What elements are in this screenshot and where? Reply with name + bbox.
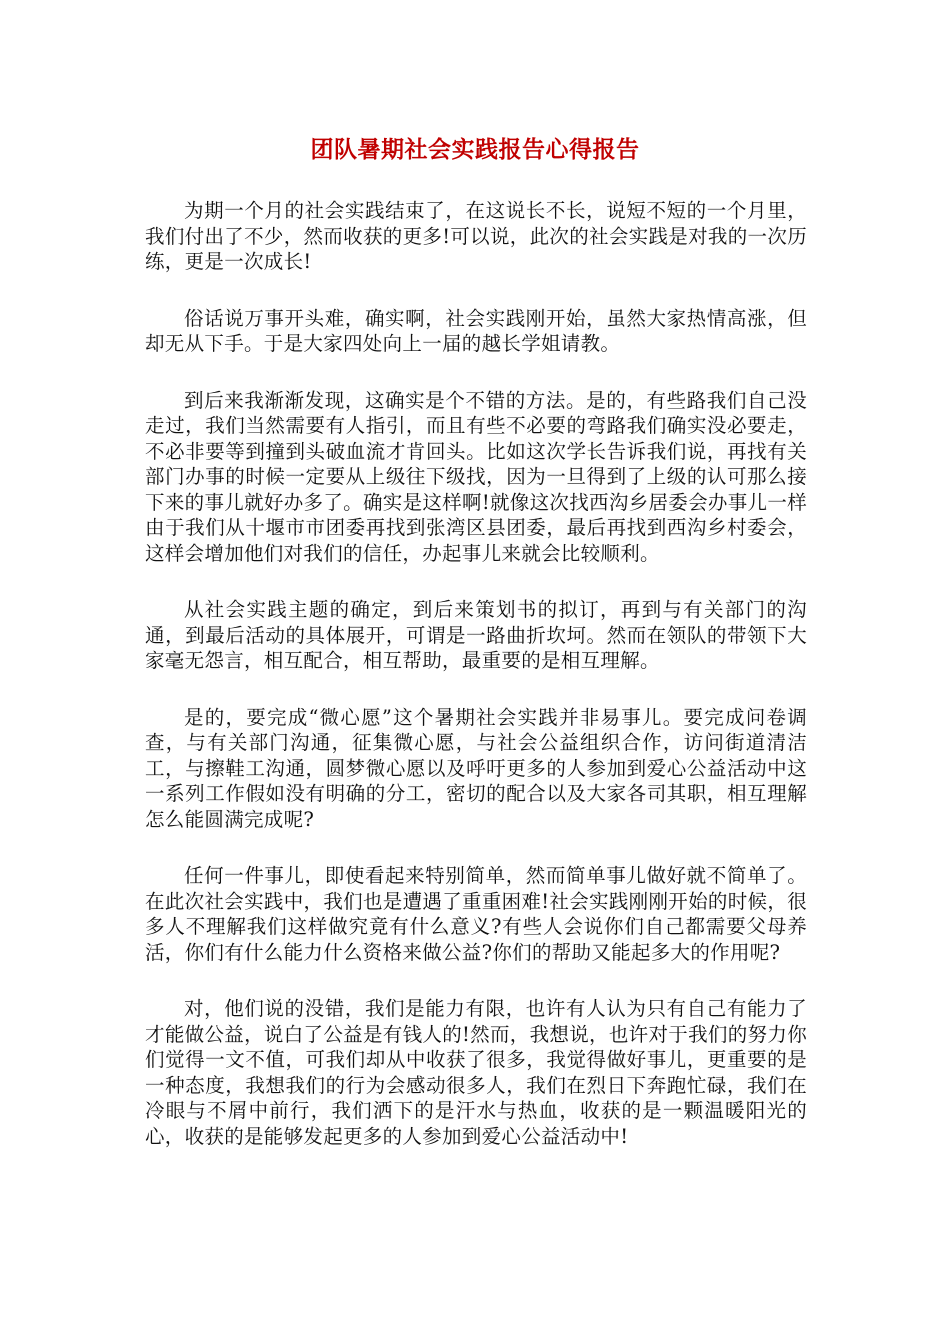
document-title: 团队暑期社会实践报告心得报告 [310, 137, 640, 163]
document-body [145, 198, 807, 1180]
paragraph-4: 从社会实践主题的确定，到后来策划书的拟订，再到与有关部门的沟通，到最后活动的具体展开，可谓是一路曲折坎坷。然而在领队的带领下大家毫无怨言，相互配合，相互帮助，最重要的是相互理解。 [145, 598, 807, 672]
paragraph-6: 任何一件事儿，即使看起来特别简单，然而简单事儿做好就不简单了。在此次社会实践中，我们也是遭遇了重重困难!社会实践刚刚开始的时候，很多人不理解我们这样做究竟有什么意义?有些人会说你们自己都需要父母养活，你们有什么能力什么资格来做公益?你们的帮助又能起多大的作用呢? [145, 864, 807, 964]
paragraph-5: 是的，要完成“微心愿”这个暑期社会实践并非易事儿。要完成问卷调查，与有关部门沟通，征集微心愿，与社会公益组织合作，访问街道清洁工，与擦鞋工沟通，圆梦微心愿以及呼吁更多的人参加到爱心公益活动中这一系列工作假如没有明确的分工，密切的配合以及大家各司其职，相互理解怎么能圆满完成呢? [145, 705, 807, 831]
paragraph-7: 对，他们说的没错，我们是能力有限，也许有人认为只有自己有能力了才能做公益，说白了公益是有钱人的!然而，我想说，也许对于我们的努力你们觉得一文不值，可我们却从中收获了很多，我觉得做好事儿，更重要的是一种态度，我想我们的行为会感动很多人，我们在烈日下奔跑忙碌，我们在冷眼与不屑中前行，我们洒下的是汗水与热血，收获的是一颗温暖阳光的心，收获的是能够发起更多的人参加到爱心公益活动中! [145, 997, 807, 1148]
paragraph-2: 俗话说万事开头难，确实啊，社会实践刚开始，虽然大家热情高涨，但却无从下手。于是大家四处向上一届的越长学姐请教。 [145, 306, 807, 355]
paragraph-3: 到后来我渐渐发现，这确实是个不错的方法。是的，有些路我们自己没走过，我们当然需要有人指引，而且有些不必要的弯路我们确实没必要走，不必非要等到撞到头破血流才肯回头。比如这次学长告诉我们说，再找有关部门办事的时候一定要从上级往下级找，因为一旦得到了上级的认可那么接下来的事儿就好办多了。确实是这样啊!就像这次找西沟乡居委会办事儿一样由于我们从十堰市市团委再找到张湾区县团委，最后再找到西沟乡村委会，这样会增加他们对我们的信任，办起事儿来就会比较顺利。 [145, 388, 807, 565]
paragraph-1: 为期一个月的社会实践结束了，在这说长不长，说短不短的一个月里，我们付出了不少，然而收获的更多!可以说，此次的社会实践是对我的一次历练，更是一次成长! [145, 199, 807, 273]
